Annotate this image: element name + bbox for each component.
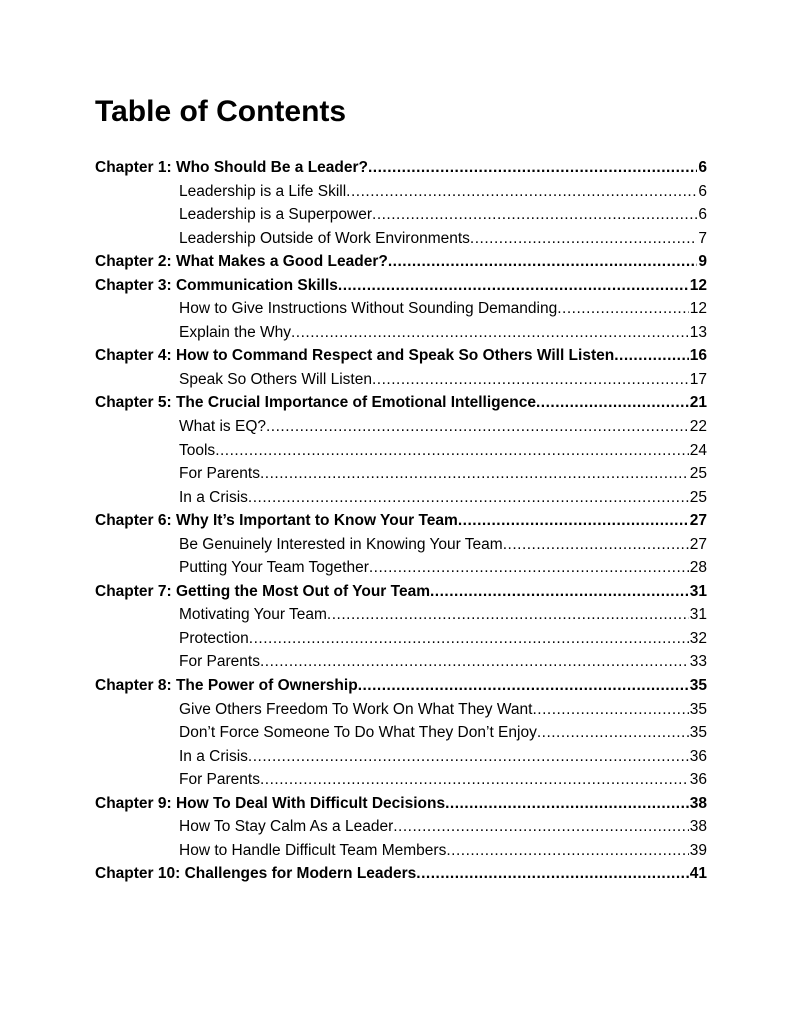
toc-entry-title: Chapter 6: Why It’s Important to Know Your Team [95,512,458,530]
toc-chapter-entry[interactable] [95,862,707,886]
toc-entry-title: Chapter 7: Getting the Most Out of Your Team [95,582,430,600]
toc-chapter-entry[interactable] [95,250,707,274]
toc-entry-title: How To Stay Calm As a Leader [179,818,394,836]
toc-entry-page-number: 12 [689,276,707,294]
dot-leader [369,556,689,580]
toc-section-entry[interactable] [95,439,707,463]
toc-entry-title: Protection [179,629,249,647]
toc-entry-page-number: 28 [689,559,707,577]
dot-leader [614,344,689,368]
toc-entry-title: What is EQ? [179,418,266,436]
toc-entry-page-number: 31 [689,582,707,600]
toc-entry-page-number: 25 [689,465,707,483]
toc-section-entry[interactable] [95,603,707,627]
toc-entry-page-number: 36 [689,747,707,765]
toc-list [95,156,707,886]
toc-entry-page-number: 17 [689,370,707,388]
toc-entry-page-number: 27 [689,512,707,530]
dot-leader [532,698,688,722]
dot-leader [557,297,689,321]
toc-entry-title: Putting Your Team Together [179,559,369,577]
dot-leader [458,509,689,533]
toc-entry-title: Speak So Others Will Listen [179,370,372,388]
toc-chapter-entry[interactable] [95,509,707,533]
dot-leader [430,580,689,604]
toc-section-entry[interactable] [95,815,707,839]
toc-entry-title: Chapter 9: How To Deal With Difficult Decisions [95,794,446,812]
toc-chapter-entry[interactable] [95,156,707,180]
toc-entry-page-number: 33 [689,653,707,671]
dot-leader [260,768,689,792]
toc-entry-page-number: 31 [689,606,707,624]
toc-entry-page-number: 27 [689,535,707,553]
toc-section-entry[interactable] [95,227,707,251]
dot-leader [260,650,689,674]
dot-leader [358,674,689,698]
toc-entry-page-number: 21 [689,394,707,412]
toc-entry-title: Chapter 3: Communication Skills [95,276,338,294]
dot-leader [537,721,689,745]
dot-leader [388,250,698,274]
toc-entry-title: Leadership is a Superpower [179,206,373,224]
dot-leader [503,533,689,557]
toc-entry-page-number: 35 [689,677,707,695]
toc-entry-page-number: 36 [689,771,707,789]
toc-entry-page-number: 13 [689,323,707,341]
toc-entry-title: Be Genuinely Interested in Knowing Your Team [179,535,503,553]
dot-leader [248,486,689,510]
toc-section-entry[interactable] [95,180,707,204]
toc-entry-title: For Parents [179,771,260,789]
toc-entry-title: Leadership is a Life Skill [179,182,347,200]
toc-entry-page-number: 7 [698,229,707,247]
toc-section-entry[interactable] [95,486,707,510]
toc-entry-title: Don’t Force Someone To Do What They Don’t Enjoy [179,724,537,742]
toc-entry-page-number: 9 [698,253,707,271]
toc-entry-title: Chapter 2: What Makes a Good Leader? [95,253,388,271]
toc-entry-title: Chapter 1: Who Should Be a Leader? [95,159,368,176]
toc-entry-title: For Parents [179,465,260,483]
toc-chapter-entry[interactable] [95,274,707,298]
toc-section-entry[interactable] [95,650,707,674]
toc-chapter-entry[interactable] [95,674,707,698]
toc-entry-page-number: 24 [689,441,707,459]
dot-leader [248,745,689,769]
toc-entry-title: Chapter 5: The Crucial Importance of Emotional Intelligence [95,394,536,412]
dot-leader [372,203,697,227]
toc-section-entry[interactable] [95,698,707,722]
toc-section-entry[interactable] [95,768,707,792]
toc-chapter-entry[interactable] [95,580,707,604]
toc-entry-page-number: 25 [689,488,707,506]
dot-leader [372,368,689,392]
toc-entry-title: Tools [179,441,216,459]
toc-entry-page-number: 35 [689,700,707,718]
toc-section-entry[interactable] [95,556,707,580]
dot-leader [445,792,689,816]
toc-section-entry[interactable] [95,721,707,745]
toc-entry-page-number: 38 [689,818,707,836]
toc-entry-title: For Parents [179,653,260,671]
dot-leader [327,603,689,627]
dot-leader [393,815,689,839]
toc-section-entry[interactable] [95,368,707,392]
toc-section-entry[interactable] [95,839,707,863]
dot-leader [338,274,689,298]
dot-leader [346,180,697,204]
toc-entry-page-number: 6 [698,182,707,200]
toc-section-entry[interactable] [95,462,707,486]
toc-entry-page-number: 32 [689,629,707,647]
toc-section-entry[interactable] [95,627,707,651]
dot-leader [368,156,697,180]
toc-entry-page-number: 16 [689,347,707,365]
dot-leader [249,627,689,651]
toc-section-entry[interactable] [95,321,707,345]
toc-section-entry[interactable] [95,745,707,769]
toc-entry-page-number: 22 [689,418,707,436]
toc-section-entry[interactable] [95,203,707,227]
dot-leader [470,227,697,251]
dot-leader [536,391,689,415]
toc-chapter-entry[interactable] [95,344,707,368]
toc-entry-title: Chapter 4: How to Command Respect and Speak So Others Will Listen [95,347,615,365]
toc-chapter-entry[interactable] [95,391,707,415]
toc-entry-title: Give Others Freedom To Work On What They Want [179,700,533,718]
toc-entry-page-number: 39 [689,841,707,859]
toc-entry-title: Explain the Why [179,323,291,341]
toc-entry-title: How to Handle Difficult Team Members [179,841,447,859]
toc-entry-title: How to Give Instructions Without Sounding Demanding [179,300,558,318]
dot-leader [215,439,689,463]
toc-entry-page-number: 41 [689,865,707,883]
toc-entry-page-number: 6 [698,206,707,224]
toc-entry-title: Motivating Your Team [179,606,327,624]
dot-leader [416,862,688,886]
toc-entry-title: Leadership Outside of Work Environments [179,229,470,247]
toc-entry-title: Chapter 10: Challenges for Modern Leaders [95,865,417,883]
toc-entry-page-number: 38 [689,794,707,812]
toc-chapter-entry[interactable] [95,792,707,816]
toc-section-entry[interactable] [95,415,707,439]
toc-section-entry[interactable] [95,297,707,321]
dot-leader [446,839,688,863]
toc-entry-title: In a Crisis [179,747,248,765]
toc-entry-title: In a Crisis [179,488,248,506]
dot-leader [260,462,689,486]
toc-section-entry[interactable] [95,533,707,557]
dot-leader [291,321,689,345]
page-title: Table of Contents [95,95,347,128]
toc-entry-page-number: 6 [698,159,707,176]
toc-entry-page-number: 12 [689,300,707,318]
toc-entry-title: Chapter 8: The Power of Ownership [95,677,358,695]
toc-entry-page-number: 35 [689,724,707,742]
dot-leader [266,415,689,439]
